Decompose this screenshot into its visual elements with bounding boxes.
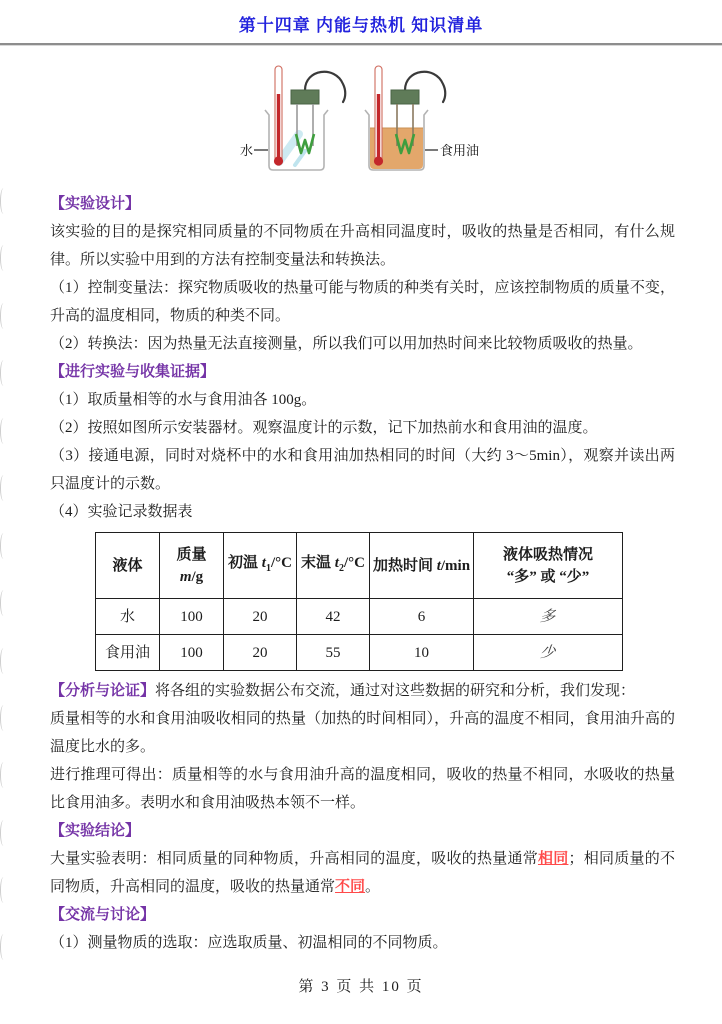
procedure-step-3: （3）接通电源，同时对烧杯中的水和食用油加热相同的时间（大约 3～5min），观察并读出两只温度计的示数。 bbox=[50, 448, 675, 492]
scan-artifact bbox=[0, 820, 7, 846]
unit-text: /°C bbox=[343, 554, 365, 571]
scan-artifact bbox=[0, 762, 7, 788]
handwritten-answer: 多 bbox=[539, 608, 557, 625]
unit-text: /min bbox=[440, 557, 471, 574]
conclusion-text: 大量实验表明：相同质量的同种物质，升高相同的温度，吸收的热量通常 bbox=[50, 851, 538, 867]
conclusion-text: ；相同质量的不同物质，升高相同的温度，吸收的热量通常 bbox=[50, 851, 675, 895]
scan-artifact bbox=[0, 934, 7, 960]
water-beaker-figure bbox=[240, 66, 345, 170]
analysis-paragraph-2: 进行推理可得出：质量相等的水与食用油升高的温度相同，吸收的热量不相同，水吸收的热量比食用油多。表明水和食用油吸热本领不一样。 bbox=[50, 767, 675, 811]
scan-artifact bbox=[0, 475, 7, 501]
col-header-label: 加热时间 bbox=[372, 557, 437, 574]
col-header-final-temp bbox=[297, 533, 370, 599]
section-heading-analysis: 【分析与论证】 bbox=[50, 683, 156, 699]
col-header-unit bbox=[162, 566, 221, 588]
filled-answer: 不同 bbox=[335, 879, 366, 895]
discussion-paragraph-1: （1）测量物质的选取：应选取质量、初温相同的不同物质。 bbox=[50, 935, 448, 951]
scan-artifact bbox=[0, 877, 7, 903]
col-header-heat-absorbed bbox=[474, 533, 623, 599]
analysis-paragraph-1: 质量相等的水和食用油吸收相同的热量（加热的时间相同），升高的温度不相同，食用油升高的温度比水的多。 bbox=[50, 711, 675, 755]
cell-liquid: 水 bbox=[96, 599, 160, 635]
analysis-intro-text: 将各组的实验数据公布交流，通过对这些数据的研究和分析，我们发现： bbox=[155, 683, 636, 699]
procedure-step-4: （4）实验记录数据表 bbox=[50, 504, 193, 520]
cell-final-temp: 55 bbox=[297, 635, 370, 671]
design-paragraph-2: （1）控制变量法：探究物质吸收的热量可能与物质的种类有关时，应该控制物质的质量不变，升高的温度相同，物质的种类不同。 bbox=[50, 280, 675, 324]
col-header-mass bbox=[160, 533, 224, 599]
scan-artifact bbox=[0, 648, 7, 674]
col-header-label: “多” 或 “少” bbox=[506, 568, 590, 585]
cell-heating-time: 10 bbox=[370, 635, 474, 671]
apparatus-figure bbox=[239, 62, 484, 182]
unit-text: /g bbox=[191, 568, 204, 585]
scan-artifact bbox=[0, 705, 7, 731]
oil-label: 食用油 bbox=[439, 143, 479, 158]
cell-mass: 100 bbox=[160, 599, 224, 635]
cell-final-temp: 42 bbox=[297, 599, 370, 635]
variable-symbol: t bbox=[334, 554, 339, 571]
table-row-water bbox=[96, 599, 623, 635]
section-heading-design: 【实验设计】 bbox=[50, 196, 141, 212]
cell-heat-absorbed bbox=[474, 599, 623, 635]
col-header-label: 液体 bbox=[112, 557, 143, 574]
table-row-oil bbox=[96, 635, 623, 671]
procedure-step-1: （1）取质量相等的水与食用油各 100g。 bbox=[50, 392, 317, 408]
cell-heating-time: 6 bbox=[370, 599, 474, 635]
col-header-heating-time bbox=[370, 533, 474, 599]
header-divider bbox=[0, 43, 722, 46]
page-number: 第 3 页 共 10 页 bbox=[298, 979, 424, 995]
oil-beaker-figure bbox=[365, 66, 479, 170]
conclusion-text: 。 bbox=[365, 879, 381, 895]
col-header-label: 末温 bbox=[301, 554, 335, 571]
scan-artifact bbox=[0, 188, 7, 214]
col-header-label: 液体吸热情况 bbox=[502, 546, 593, 563]
col-header-initial-temp bbox=[224, 533, 297, 599]
heater-icon bbox=[391, 90, 419, 104]
col-header-label: 初温 bbox=[228, 554, 262, 571]
thermometer-bulb bbox=[273, 156, 282, 165]
water-label: 水 bbox=[239, 143, 253, 158]
table-header-row bbox=[96, 533, 623, 599]
section-heading-discussion: 【交流与讨论】 bbox=[50, 907, 156, 923]
variable-symbol: t bbox=[436, 557, 441, 574]
scan-artifact bbox=[0, 303, 7, 329]
col-header-liquid bbox=[96, 533, 160, 599]
page-title: 第十四章 内能与热机 知识清单 bbox=[238, 16, 484, 35]
document-body bbox=[50, 190, 675, 957]
heater-icon bbox=[291, 90, 319, 104]
section-heading-procedure: 【进行实验与收集证据】 bbox=[50, 364, 216, 380]
scan-artifact bbox=[0, 360, 7, 386]
unit-text: /°C bbox=[270, 554, 292, 571]
cell-mass: 100 bbox=[160, 635, 224, 671]
design-paragraph-1: 该实验的目的是探究相同质量的不同物质在升高相同温度时，吸收的热量是否相同，有什么规律。所以实验中用到的方法有控制变量法和转换法。 bbox=[50, 224, 675, 268]
variable-symbol: m bbox=[179, 568, 192, 585]
cell-initial-temp: 20 bbox=[224, 599, 297, 635]
analysis-intro-line bbox=[50, 677, 675, 705]
cell-liquid: 食用油 bbox=[96, 635, 160, 671]
beakers-illustration bbox=[239, 62, 484, 182]
scan-artifact bbox=[0, 418, 7, 444]
variable-symbol: t bbox=[261, 554, 266, 571]
scan-artifact bbox=[0, 533, 7, 559]
cell-initial-temp: 20 bbox=[224, 635, 297, 671]
section-heading-conclusion: 【实验结论】 bbox=[50, 823, 141, 839]
handwritten-answer: 少 bbox=[539, 644, 557, 661]
procedure-step-2: （2）按照如图所示安装器材。观察温度计的示数，记下加热前水和食用油的温度。 bbox=[50, 420, 598, 436]
experiment-data-table bbox=[95, 532, 675, 671]
thermometer-bulb bbox=[373, 156, 382, 165]
variable-subscript: 2 bbox=[338, 562, 344, 574]
conclusion-paragraph bbox=[50, 845, 675, 901]
variable-subscript: 1 bbox=[265, 562, 271, 574]
scan-artifact bbox=[0, 245, 7, 271]
scan-artifact bbox=[0, 590, 7, 616]
design-paragraph-3: （2）转换法：因为热量无法直接测量，所以我们可以用加热时间来比较物质吸收的热量。 bbox=[50, 336, 643, 352]
filled-answer: 相同 bbox=[537, 851, 569, 867]
col-header-label: 质量 bbox=[176, 546, 207, 563]
cell-heat-absorbed bbox=[474, 635, 623, 671]
